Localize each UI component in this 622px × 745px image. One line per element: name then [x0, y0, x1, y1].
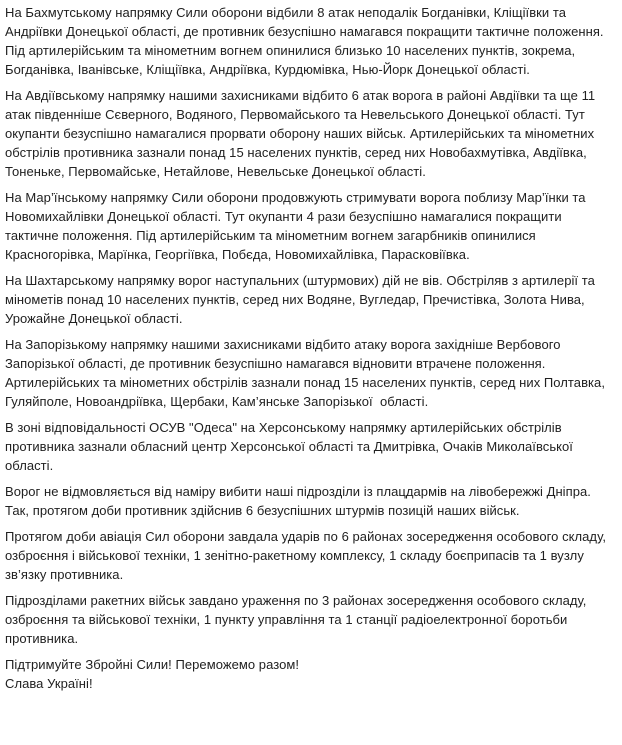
paragraph-avdiivka-direction: На Авдіївському напрямку нашими захисниками відбито 6 атак ворога в районі Авдіївки та ще 11 атак південніше Сєверного, Водяного, Первомайського та Невельського Донецької області. Тут окупанти безуспішно намагалися прорвати оборону наших військ. Артилерійських та мінометних обстрілів противника зазнали понад 15 населених пунктів, серед них Новобахмутівка, Авдіївка, Тоненьке, Первомайське, Нетайлове, Невельське Донецької області.	[5, 88, 599, 179]
slava-ukraini-line: Слава Україні!	[5, 676, 93, 691]
paragraph-aviation-strikes: Протягом доби авіація Сил оборони завдала ударів по 6 районах зосередження особового складу, озброєння і військової техніки, 1 зенітно-ракетному комплексу, 1 складу боєприпасів та 1 вузлу зв’язку противника.	[5, 529, 610, 582]
paragraph-dnipro-bridgeheads: Ворог не відмовляється від наміру вибити наші підрозділи із плацдармів на лівобережжі Дніпра. Так, протягом доби противник здійснив 6 безуспішних штурмів позицій наших військ.	[5, 484, 595, 518]
closing-slogans	[5, 655, 616, 693]
paragraph-shakhtarske-direction: На Шахтарському напрямку ворог наступальних (штурмових) дій не вів. Обстріляв з артилерії та мінометів понад 10 населених пунктів, серед них Водяне, Вугледар, Пречистівка, Золота Нива, Урожайне Донецької області.	[5, 273, 599, 326]
paragraph-missile-forces-strikes: Підрозділами ракетних військ завдано ураження по 3 районах зосередження особового складу, озброєння та військової техніки, 1 пункту управління та 1 станції радіоелектронної боротьби противника.	[5, 593, 591, 646]
paragraph-bakhmut-direction: На Бахмутському напрямку Сили оборони відбили 8 атак неподалік Богданівки, Кліщіївки та Андріївки Донецької області, де противник безуспішно намагався покращити тактичне положення. Під артилерійським та мінометним вогнем опинилися близько 10 населених пунктів, зокрема, Богданівка, Іванівське, Кліщіївка, Андріївка, Курдюмівка, Нью-Йорк Донецької області.	[5, 5, 608, 77]
paragraph-kherson-direction: В зоні відповідальності ОСУВ "Одеса" на Херсонському напрямку артилерійських обстрілів противника зазнали обласний центр Херсонської області та Дмитрівка, Очаків Миколаївської області.	[5, 420, 577, 473]
paragraph-marinka-direction: На Мар’їнському напрямку Сили оборони продовжують стримувати ворога поблизу Мар’їнки та Новомихайлівки Донецької області. Тут окупанти 4 рази безуспішно намагалися покращити тактичне положення. Під артилерійським та мінометним вогнем загарбників опинилися Красногорівка, Марїнка, Георгіївка, Побєда, Новомихайлівка, Парасковіївка.	[5, 190, 590, 262]
support-armed-forces-line: Підтримуйте Збройні Сили! Переможемо разом!	[5, 657, 299, 672]
paragraph-zaporizhzhia-direction: На Запорізькому напрямку нашими захисниками відбито атаку ворога західніше Вербового Запорізької області, де противник безуспішно намагався відновити втрачене положення. Артилерійських та мінометних обстрілів зазнали понад 15 населених пунктів, серед них Полтавка, Гуляйполе, Новоандріївка, Щербаки, Кам’янське Запорізької області.	[5, 337, 609, 409]
